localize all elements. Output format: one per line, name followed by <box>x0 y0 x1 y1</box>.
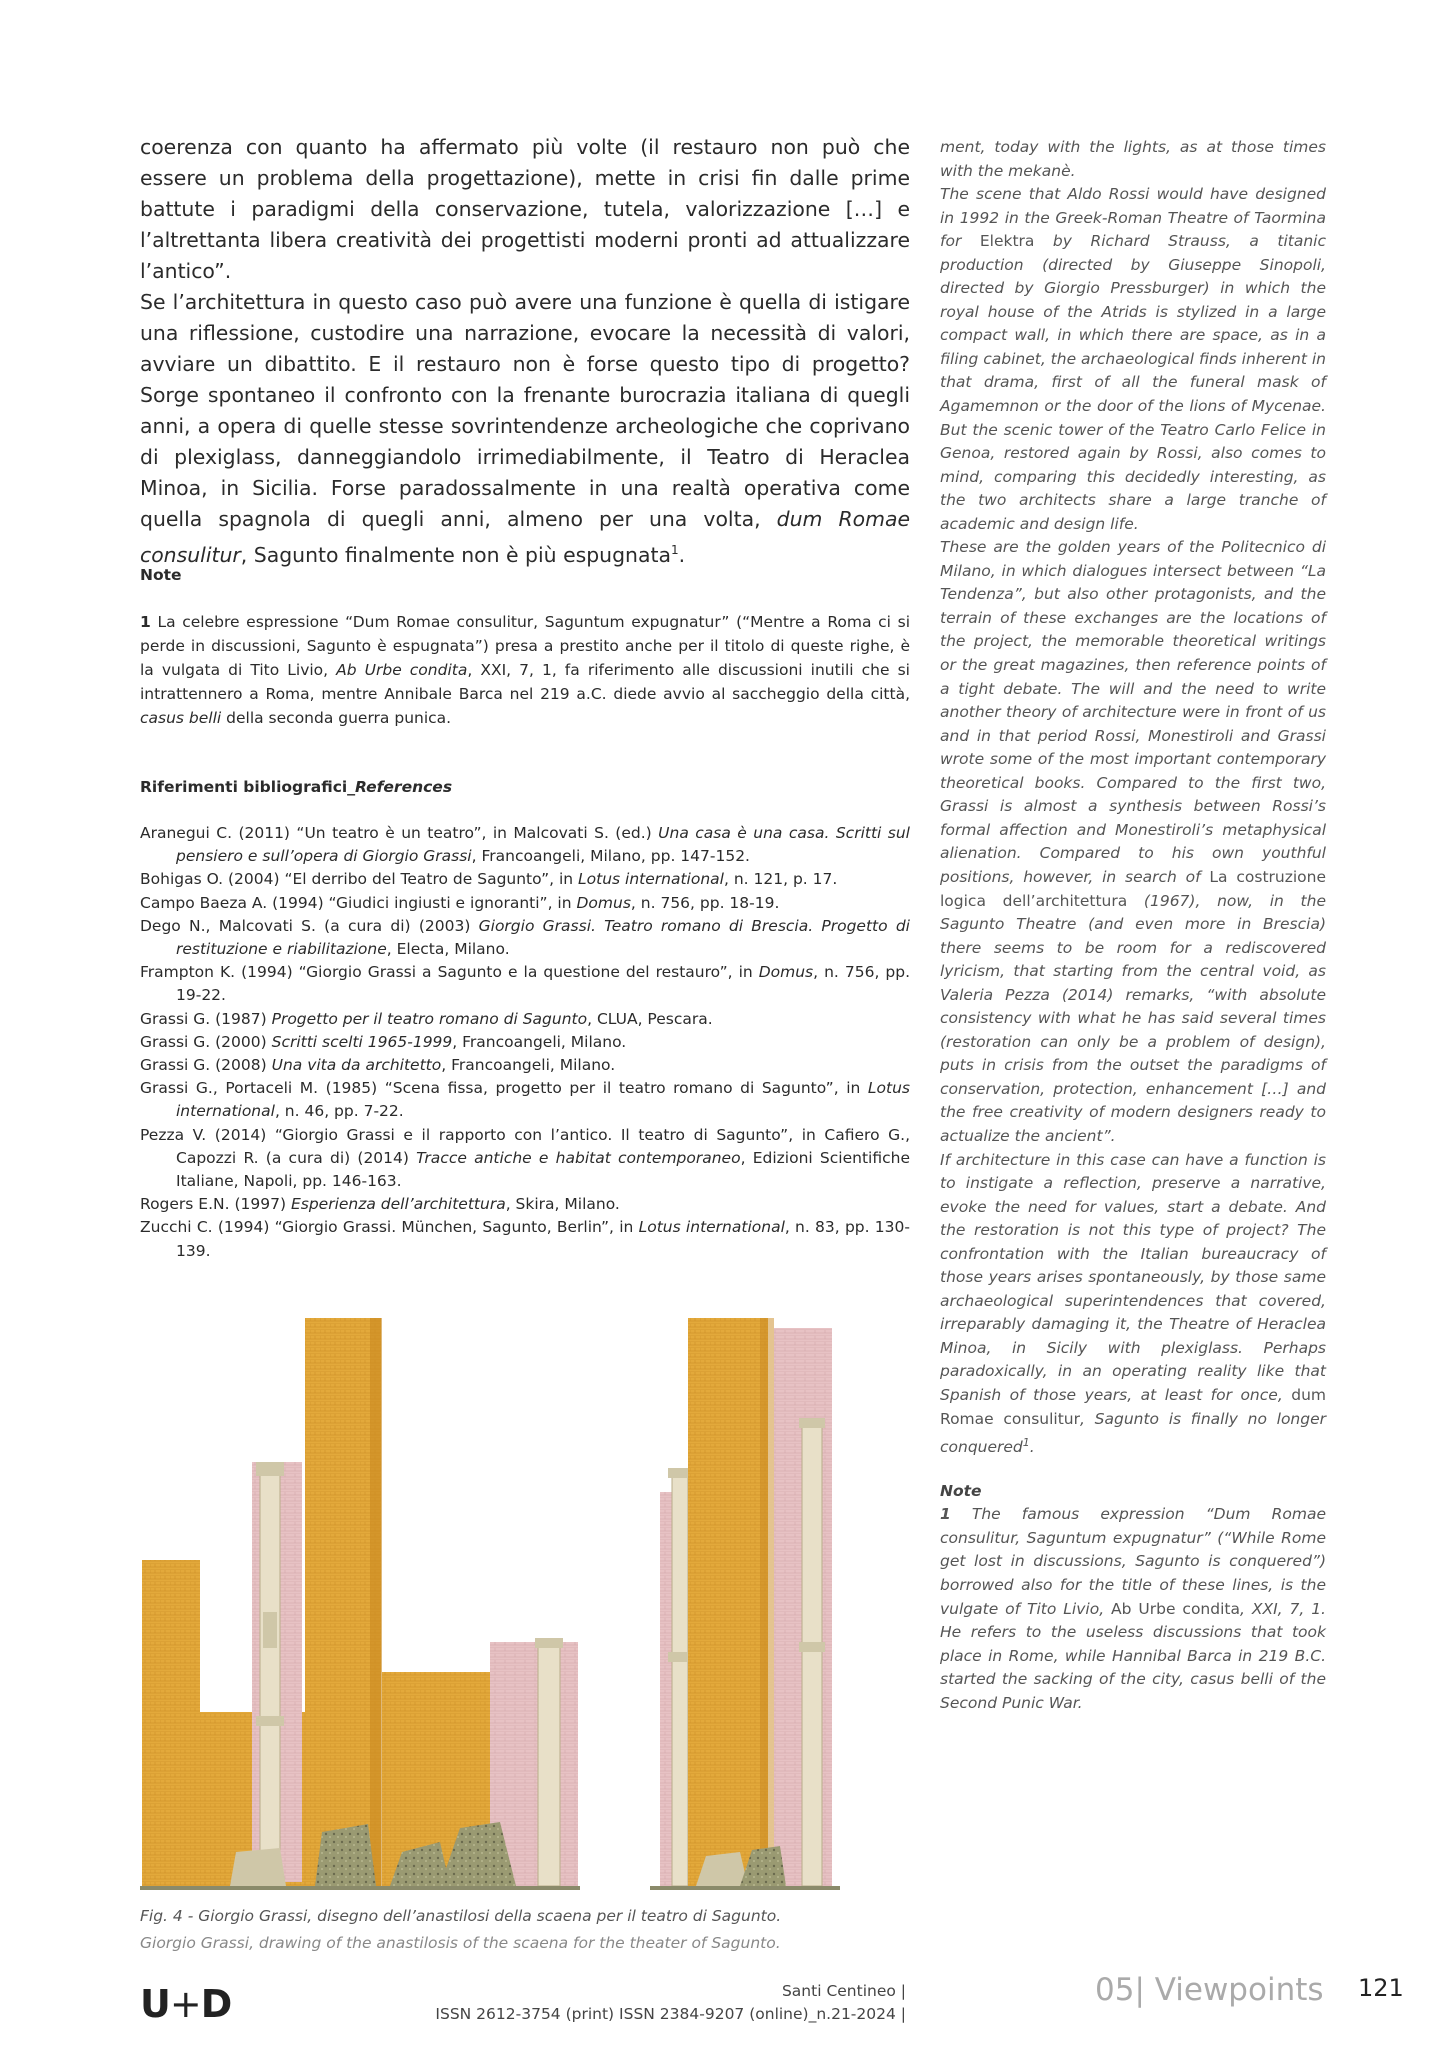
reference-item <box>140 961 910 1007</box>
note-text-a: La celebre espressione “Dum Romae consulitur, Saguntum expugnatur” (“Mentre a Roma ci si perde in discussioni, Sagunto è espugnata”) presa a prestito anche per il titolo di queste righe, è la vulgata di Tito Livio, <box>140 613 910 679</box>
reference-title: Tracce antiche e habitat contemporaneo <box>416 1148 741 1167</box>
english-note-a: The famous expression “Dum Romae consulitur, Saguntum expugnatur” (“While Rome get lost in discussions, Sagunto is conquered”) borrowed also for the title of these lines, is the vulgate of Tito Livio, <box>940 1505 1326 1618</box>
english-paragraph-4-end: . <box>1029 1438 1035 1457</box>
reference-author: Bohigas O. (2004) “El derribo del Teatro de Sagunto”, in <box>140 870 579 889</box>
note-number: 1 <box>140 613 151 631</box>
english-paragraph-1: ment, today with the lights, as at those times with the mekanè. <box>940 138 1326 180</box>
reference-item <box>140 868 910 891</box>
note-text <box>140 610 910 730</box>
reference-title: Giorgio Grassi. Teatro romano di Brescia. Progetto di restituzione e riabilitazione <box>176 916 910 959</box>
reference-author: Aranegui C. (2011) “Un teatro è un teatro”, in Malcovati S. (ed.) <box>140 824 659 842</box>
main-paragraph-2 <box>140 287 910 571</box>
reference-publisher: , Edizioni Scientifiche Italiane, Napoli, pp. 146-163. <box>176 1148 910 1191</box>
reference-title: Una vita da architetto <box>271 1056 442 1075</box>
note-italic-1: Ab Urbe condita <box>336 661 468 679</box>
reference-publisher: , n. 756, pp. 19-22. <box>176 963 910 1005</box>
footer-section-title: 05| Viewpoints <box>1095 1972 1324 2008</box>
note-text-b: , XXI, 7, 1, fa riferimento alle discussioni inutili che si intrattennero a Roma, mentre Annibale Barca nel 219 a.C. diede avvio al saccheggio della città, <box>140 661 910 703</box>
english-text-column <box>940 136 1326 1715</box>
reference-publisher: , Francoangeli, Milano, pp. 147-152. <box>471 847 750 866</box>
footer-issn: ISSN 2612-3754 (print) ISSN 2384-9207 (online)_n.21-2024 | <box>435 2005 906 2023</box>
note-italic-2: casus belli <box>140 709 222 727</box>
main-paragraph-1: coerenza con quanto ha affermato più volte (il restauro non può che essere un problema della progettazione), mette in crisi fin dalle prime battute i paradigmi della conservazione, tutela, valorizzazione […] e l’altrettanta libera creatività dei progettisti moderni pronti ad attualizzare l’antico”. <box>140 135 910 283</box>
reference-item <box>140 1008 910 1031</box>
reference-title: Lotus international <box>578 870 724 889</box>
english-paragraph-4-a: If architecture in this case can have a function is to instigate a reflection, preserve a narrative, evoke the need for values, start a debate. And the restoration is not this type of project? The confrontation with the Italian bureaucracy of those years arises spontaneously, by those same archaeological superintendences that covered, irreparably damaging it, the Theatre of Heraclea Minoa, in Sicily with plexiglass. Perhaps paradoxically, in an operating reality like that Spanish of those years, at least for once, <box>940 1150 1326 1404</box>
reference-author: Grassi G. (2008) <box>140 1056 272 1075</box>
reference-item <box>140 1077 910 1123</box>
reference-item <box>140 1031 910 1054</box>
reference-title: Una casa è una casa. Scritti sul pensiero e sull’opera di Giorgio Grassi <box>176 824 910 866</box>
reference-title: Domus <box>576 893 631 912</box>
reference-item <box>140 1216 910 1262</box>
main-paragraph-2-end: . <box>678 542 686 567</box>
english-paragraph-4-b: , Sagunto is finally no longer conquered <box>940 1409 1326 1457</box>
logo-u: U <box>140 1982 170 2026</box>
reference-title: Progetto per il teatro romano di Sagunto <box>271 1009 588 1028</box>
reference-author: Grassi G. (1987) <box>140 1009 272 1028</box>
english-note-b: , XXI, 7, 1. He refers to the useless discussions that took place in Rome, while Hannibal Barca in 219 B.C. started the sacking of the city, casus belli of the Second Punic War. <box>940 1599 1326 1712</box>
reference-item <box>140 1124 910 1194</box>
reference-title: Lotus international <box>176 1079 910 1121</box>
reference-author: Dego N., Malcovati S. (a cura di) (2003) <box>140 916 479 935</box>
reference-publisher: , n. 46, pp. 7-22. <box>274 1102 404 1121</box>
reference-title: Lotus international <box>638 1218 785 1237</box>
figure-caption-en: Giorgio Grassi, drawing of the anastilosis of the scaena for the theater of Sagunto. <box>140 1934 781 1952</box>
english-note-upright: Ab Urbe condita <box>1111 1599 1240 1618</box>
english-note-heading: Note <box>940 1481 982 1500</box>
english-paragraph-2 <box>940 183 1326 536</box>
english-paragraph-2-a: The scene that Aldo Rossi would have designed in 1992 in the Greek-Roman Theatre of Taormina for <box>940 185 1326 251</box>
reference-publisher: , Skira, Milano. <box>505 1195 620 1214</box>
reference-publisher: , n. 756, pp. 18-19. <box>630 893 780 912</box>
reference-author: Pezza V. (2014) “Giorgio Grassi e il rapporto con l’antico. Il teatro di Sagunto”, in Cafiero G., Capozzi R. (a cura di) (2014) <box>140 1125 910 1167</box>
references-heading <box>140 778 452 796</box>
reference-item <box>140 915 910 961</box>
footer-author: Santi Centineo | <box>781 1982 906 2000</box>
english-paragraph-2-b: by Richard Strauss, a titanic production (directed by Giuseppe Sinopoli, directed by Giorgio Pressburger) in which the royal house of the Atrids is stylized in a large compact wall, in which there are space, as in a filing cabinet, the archaeological finds inherent in that drama, first of all the funeral mask of Agamemnon or the door of the lions of Mycenae. But the scenic tower of the Teatro Carlo Felice in Genoa, restored again by Rossi, also comes to mind, comparing this decidedly interesting, as the two architects share a large tranche of academic and design life. <box>940 232 1326 533</box>
reference-title: Domus <box>758 963 814 982</box>
main-body <box>140 132 910 571</box>
main-paragraph-2-text-b: , Sagunto finalmente non è più espugnata <box>240 542 671 567</box>
english-note-text <box>940 1503 1326 1715</box>
right-elevation <box>650 1318 840 1890</box>
figure-scaena-drawing <box>140 1312 900 1890</box>
reference-item <box>140 1054 910 1077</box>
reference-author: Grassi G., Portaceli M. (1985) “Scena fissa, progetto per il teatro romano di Sagunto”, in <box>140 1079 868 1098</box>
logo-d: D <box>200 1982 232 2026</box>
journal-logo <box>140 1982 231 2026</box>
reference-item <box>140 892 910 915</box>
scaena-drawing-svg <box>140 1312 900 1890</box>
references-heading-en: _References <box>347 778 453 796</box>
main-paragraph-2-text-a: Se l’architettura in questo caso può avere una funzione è quella di istigare una riflessione, custodire una narrazione, evocare la necessità di valori, avviare un dibattito. E il restauro non è forse questo tipo di progetto? Sorge spontaneo il confronto con la frenante burocrazia italiana di quegli anni, a opera di quelle stesse sovrintendenze archeologiche che coprivano di plexiglass, danneggiandolo irrimediabilmente, il Teatro di Heraclea Minoa, in Sicilia. Forse paradossalmente in una realtà operativa come quella spagnola di quegli anni, almeno per una volta, <box>140 290 910 531</box>
reference-author: Frampton K. (1994) “Giorgio Grassi a Sagunto e la questione del restauro”, in <box>140 963 759 982</box>
reference-title: Esperienza dell’architettura <box>290 1195 506 1214</box>
reference-author: Campo Baeza A. (1994) “Giudici ingiusti e ignoranti”, in <box>140 893 577 912</box>
english-note-number: 1 <box>940 1505 951 1524</box>
reference-author: Grassi G. (2000) <box>140 1032 272 1051</box>
figure-caption <box>140 1903 781 1957</box>
english-paragraph-4-upright: dum Romae consulitur <box>940 1385 1326 1428</box>
reference-publisher: , Francoangeli, Milano. <box>452 1032 627 1051</box>
english-paragraph-3-a: These are the golden years of the Politecnico di Milano, in which dialogues intersect between “La Tendenza”, but also other protagonists, and the terrain of these exchanges are the locations of the project, the memorable theoretical writings or the great magazines, then reference points of a tight debate. The will and the need to write another theory of architecture were in front of us and in that period Rossi, Monestiroli and Grassi wrote some of the most important contemporary theoretical books. Compared to the first two, Grassi is almost a synthesis between Rossi’s formal affection and Monestiroli’s metaphysical alienation. Compared to his own youthful positions, however, in search of <box>940 538 1326 886</box>
main-paragraph-2-italic: dum Romae consulitur <box>140 507 910 567</box>
reference-publisher: , Electa, Milano. <box>386 940 510 959</box>
reference-publisher: , Francoangeli, Milano. <box>441 1056 616 1075</box>
references-heading-it: Riferimenti bibliografici <box>140 778 348 796</box>
english-paragraph-2-upright: Elektra <box>979 232 1035 251</box>
reference-item <box>140 1193 910 1216</box>
note-heading: Note <box>140 566 182 584</box>
english-paragraph-3-b: (1967), now, in the Sagunto Theatre (and even more in Brescia) there seems to be room for a rediscovered lyricism, that starting from the central void, as Valeria Pezza (2014) remarks, “with absolute consistency with what he has said several times (restoration can only be a problem of design), puts in crisis from the outset the paradigms of conservation, protection, enhancement […] and the free creativity of modern designers ready to actualize the ancient”. <box>940 891 1326 1145</box>
english-paragraph-3-upright: La costruzione logica dell’architettura <box>940 867 1326 910</box>
figure-caption-it: Fig. 4 - Giorgio Grassi, disegno dell’anastilosi della scaena per il teatro di Sagunto. <box>140 1907 782 1925</box>
footer-info <box>380 1980 906 2026</box>
english-footnote-ref-1[interactable]: 1 <box>1022 1436 1030 1450</box>
reference-publisher: , n. 83, pp. 130-139. <box>176 1218 910 1260</box>
references-list <box>140 822 910 1263</box>
main-text-column <box>140 132 910 571</box>
left-elevation <box>140 1318 580 1890</box>
reference-publisher: , n. 121, p. 17. <box>723 870 838 889</box>
reference-title: Scritti scelti 1965-1999 <box>271 1032 453 1051</box>
reference-publisher: , CLUA, Pescara. <box>587 1009 713 1028</box>
note-text-c: della seconda guerra punica. <box>221 709 452 727</box>
reference-item <box>140 822 910 868</box>
english-paragraph-3 <box>940 536 1326 1148</box>
english-paragraph-4 <box>940 1149 1326 1460</box>
reference-author: Rogers E.N. (1997) <box>140 1195 291 1214</box>
logo-plus: + <box>169 1982 201 2026</box>
footnote-ref-1[interactable]: 1 <box>670 543 679 557</box>
reference-author: Zucchi C. (1994) “Giorgio Grassi. München, Sagunto, Berlin”, in <box>140 1218 639 1237</box>
page-number: 121 <box>1358 1974 1404 2002</box>
